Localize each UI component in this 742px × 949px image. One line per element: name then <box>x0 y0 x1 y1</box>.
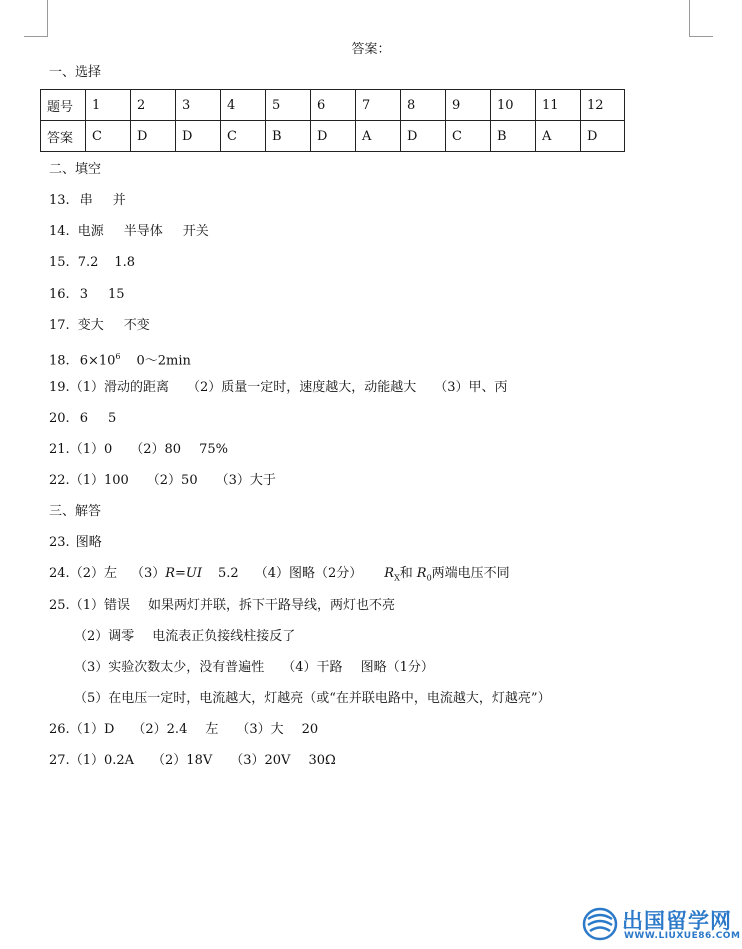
answer-text: 变大 <box>77 318 104 333</box>
section-heading-choice: 一、选择 <box>49 65 102 80</box>
answer-text: （3）大 <box>236 722 284 737</box>
answer-text: 半导体 <box>123 224 163 239</box>
question-number: 23. <box>49 535 70 550</box>
table-cell-answer: D <box>176 121 221 152</box>
question-number: 17. <box>49 318 70 333</box>
answer-text: 6×10 <box>79 353 116 369</box>
answer-line-14 <box>49 223 209 241</box>
question-number: 27. <box>49 753 70 768</box>
page-title: 答案： <box>351 42 391 57</box>
table-cell-number: 4 <box>221 90 266 121</box>
answer-text: （2）50 <box>146 473 198 488</box>
answer-text: （4）图略（2分） <box>254 566 363 581</box>
question-number: 13. <box>49 193 70 208</box>
answer-text: 75% <box>199 442 228 457</box>
answer-text: （3） <box>130 566 166 581</box>
answer-line-23 <box>49 534 102 552</box>
exponent: 6 <box>115 352 121 361</box>
answer-text: 5 <box>107 411 117 426</box>
answer-text: （3）20V <box>230 753 291 768</box>
table-cell-answer: B <box>491 121 536 152</box>
table-cell-number: 12 <box>581 90 625 121</box>
answer-text: 电流表正负接线柱接反了 <box>152 629 296 644</box>
answer-text: （2）左 <box>69 566 117 581</box>
answer-text: （3）大于 <box>215 473 276 488</box>
answer-text: 左 <box>205 722 219 737</box>
answer-text: （2）质量一定时，速度越大，动能越大 <box>186 380 417 395</box>
question-number: 25. <box>49 598 70 613</box>
question-number: 16. <box>49 287 70 302</box>
answer-table <box>40 89 625 152</box>
table-cell-number: 11 <box>536 90 581 121</box>
answer-line-21 <box>49 441 228 459</box>
table-cell-answer: C <box>446 121 491 152</box>
question-number: 21. <box>49 442 70 457</box>
table-cell-number: 5 <box>266 90 311 121</box>
table-cell-answer: D <box>581 121 625 152</box>
table-cell-answer: D <box>131 121 176 152</box>
watermark-name: 出国留学网 <box>622 909 732 933</box>
answer-text: 20 <box>301 722 319 737</box>
subscript: X <box>394 573 400 583</box>
table-answer-label: 答案 <box>41 121 86 152</box>
answer-line-24 <box>49 565 510 588</box>
table-cell-number: 9 <box>446 90 491 121</box>
table-row-numbers <box>41 90 625 121</box>
answer-line-13 <box>49 192 126 210</box>
answer-text: （2）18V <box>152 753 213 768</box>
answer-text: 两端电压不同 <box>431 566 510 581</box>
answer-text: （4）干路 <box>282 660 343 675</box>
answer-text: （3）实验次数太少，没有普遍性 <box>74 660 265 675</box>
answer-line-17 <box>49 317 150 335</box>
answer-text: 30Ω <box>308 753 336 768</box>
symbol-r: R <box>416 566 427 581</box>
answer-line-19 <box>49 379 508 397</box>
question-number: 20. <box>49 411 70 426</box>
question-number: 19. <box>49 380 70 395</box>
question-number: 24. <box>49 566 70 581</box>
answer-text: 如果两灯并联，拆下干路导线，两灯也不亮 <box>147 598 395 613</box>
answer-text: （2）80 <box>130 442 182 457</box>
table-cell-number: 7 <box>356 90 401 121</box>
section-heading-fill: 二、填空 <box>49 162 102 177</box>
answer-text: 不变 <box>123 318 150 333</box>
table-cell-number: 3 <box>176 90 221 121</box>
answer-text: （2）2.4 <box>132 722 188 737</box>
answer-text: 0～2min <box>136 353 191 369</box>
answer-text: 1.8 <box>114 255 136 270</box>
answer-text: （3）甲、丙 <box>434 380 508 395</box>
answer-line-18 <box>49 348 191 370</box>
answer-line-20 <box>49 410 116 428</box>
table-cell-number: 6 <box>311 90 356 121</box>
answer-text: 图略 <box>75 535 102 550</box>
answer-text: （1）D <box>69 722 115 737</box>
answer-text: （1）0.2A <box>69 753 135 768</box>
crop-mark-left-vertical <box>47 0 48 36</box>
answer-text: （2）调零 <box>74 629 135 644</box>
question-number: 15. <box>49 255 70 270</box>
answer-text: （1）错误 <box>69 598 130 613</box>
table-cell-answer: A <box>356 121 401 152</box>
answer-line-25-2 <box>74 628 295 646</box>
question-number: 18. <box>49 353 70 369</box>
answer-line-16 <box>49 286 125 304</box>
answer-text: 开关 <box>182 224 209 239</box>
table-cell-answer: B <box>266 121 311 152</box>
table-row-answers <box>41 121 625 152</box>
crop-mark-left-horizontal <box>24 36 48 37</box>
table-cell-answer: D <box>311 121 356 152</box>
answer-text: 串 <box>79 193 93 208</box>
answer-text: 6 <box>79 411 88 426</box>
answer-text: 和 <box>399 566 413 581</box>
answer-text: 并 <box>112 193 126 208</box>
table-cell-number: 1 <box>86 90 131 121</box>
symbol-r: R <box>384 566 395 581</box>
answer-line-15 <box>49 254 135 272</box>
crop-mark-right-horizontal <box>689 36 713 37</box>
question-number: 26. <box>49 722 70 737</box>
question-number: 14. <box>49 224 70 239</box>
answer-line-26 <box>49 721 318 739</box>
watermark-url: WWW.LIUXUE86.COM <box>624 931 741 941</box>
table-cell-answer: D <box>401 121 446 152</box>
table-cell-number: 2 <box>131 90 176 121</box>
formula: R=UI <box>165 566 203 581</box>
subscript: 0 <box>426 573 432 583</box>
answer-text: （1）0 <box>69 442 113 457</box>
question-number: 22. <box>49 473 70 488</box>
answer-text: 5.2 <box>218 566 239 581</box>
table-cell-answer: A <box>536 121 581 152</box>
answer-line-27 <box>49 752 336 770</box>
answer-text: 图略（1分） <box>360 660 434 675</box>
crop-mark-right-vertical <box>689 0 690 36</box>
table-cell-number: 8 <box>401 90 446 121</box>
watermark-logo-icon <box>582 907 618 941</box>
answer-text: （1）滑动的距离 <box>69 380 169 395</box>
answer-text: 电源 <box>77 224 104 239</box>
answer-text: 3 <box>79 287 88 302</box>
answer-text: 7.2 <box>77 255 99 270</box>
watermark <box>582 905 741 945</box>
answer-line-25 <box>49 597 395 615</box>
table-cell-answer: C <box>221 121 266 152</box>
answer-text: （1）100 <box>69 473 129 488</box>
answer-line-25-3 <box>74 659 434 677</box>
table-header-label: 题号 <box>41 90 86 121</box>
answer-text: 15 <box>107 287 125 302</box>
section-heading-solve: 三、解答 <box>49 504 102 519</box>
table-cell-number: 10 <box>491 90 536 121</box>
answer-line-22 <box>49 472 276 490</box>
answer-line-25-4: （5）在电压一定时，电流越大，灯越亮（或“在并联电路中，电流越大，灯越亮”） <box>74 691 551 706</box>
table-cell-answer: C <box>86 121 131 152</box>
